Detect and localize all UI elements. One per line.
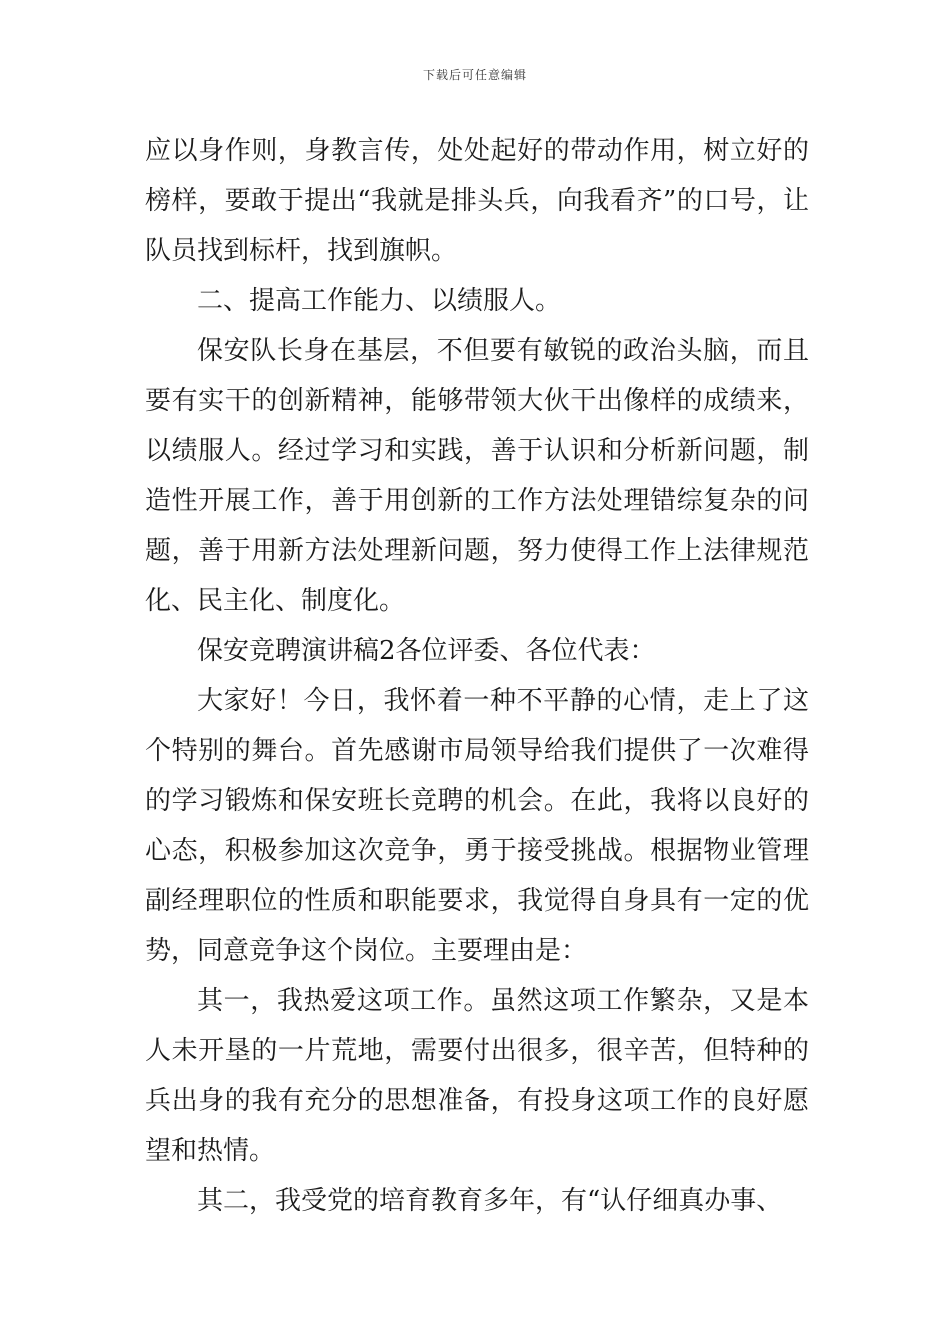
header-note: 下载后可任意编辑 [422, 68, 527, 82]
document-body [145, 126, 809, 1226]
paragraph: 其二，我受党的培育教育多年，有“认仔细真办事、 [197, 1186, 783, 1216]
paragraph: 保安竞聘演讲稿2各位评委、各位代表： [197, 636, 656, 666]
paragraph: 其一，我热爱这项工作。虽然这项工作繁杂，又是本人未开垦的一片荒地，需要付出很多，很辛苦，但特种的兵出身的我有充分的思想准备，有投身这项工作的良好愿望和热情。 [145, 986, 809, 1166]
paragraph: 应以身作则，身教言传，处处起好的带动作用，树立好的榜样，要敢于提出“我就是排头兵，向我看齐”的口号，让队员找到标杆，找到旗帜。 [145, 136, 809, 266]
paragraph: 保安队长身在基层，不但要有敏锐的政治头脑，而且要有实干的创新精神，能够带领大伙干出像样的成绩来，以绩服人。经过学习和实践，善于认识和分析新问题，制造性开展工作，善于用创新的工作方法处理错综复杂的问题，善于用新方法处理新问题，努力使得工作上法律规范化、民主化、制度化。 [145, 336, 809, 616]
paragraph: 大家好！今日，我怀着一种不平静的心情，走上了这个特别的舞台。首先感谢市局领导给我们提供了一次难得的学习锻炼和保安班长竞聘的机会。在此，我将以良好的心态，积极参加这次竞争，勇于接受挑战。根据物业管理副经理职位的性质和职能要求，我觉得自身具有一定的优势，同意竞争这个岗位。主要理由是： [145, 686, 809, 966]
paragraph: 二、提高工作能力、以绩服人。 [197, 286, 562, 316]
